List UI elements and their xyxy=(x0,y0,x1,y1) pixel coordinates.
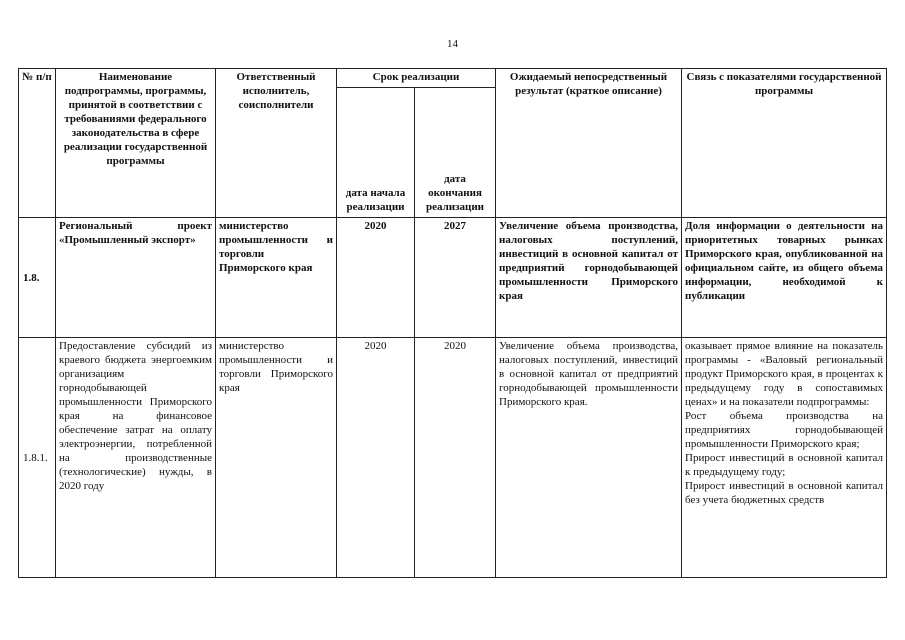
row-name: Региональный проект «Промышленный экспорт» xyxy=(56,218,216,338)
header-num: № п/п xyxy=(19,69,56,218)
row-result: Увеличение объема производства, налоговых поступлений, инвестиций в основной капитал от предприятий горнодобывающей промышленности Приморского края xyxy=(496,218,682,338)
row-link-paragraph: Доля информации о деятельности на приоритетных товарных рынках Приморского края, опубликованной на официальном сайте, из общего объема информации, необходимой к публикации xyxy=(685,220,884,302)
row-end-year: 2020 xyxy=(415,338,496,578)
row-link xyxy=(682,218,887,338)
header-responsible: Ответственный исполнитель, соисполнители xyxy=(216,69,337,218)
header-result: Ожидаемый непосредственный результат (краткое описание) xyxy=(496,69,682,218)
row-responsible: министерство промышленности и торговли Приморского края xyxy=(216,338,337,578)
header-name: Наименование подпрограммы, программы, принятой в соответствии с требованиями федерального законодательства в сфере реализации государственной программы xyxy=(56,69,216,218)
row-link-paragraph: Прирост инвестиций в основной капитал к предыдущему году; xyxy=(685,452,884,478)
row-start-year: 2020 xyxy=(337,338,415,578)
row-number: 1.8.1. xyxy=(19,338,56,578)
header-term: Срок реализации xyxy=(337,69,496,88)
header-end: дата окончания реализации xyxy=(415,88,496,218)
row-link-paragraph: Рост объема производства на предприятиях горнодобывающей промышленности Приморского края; xyxy=(685,410,884,450)
row-number: 1.8. xyxy=(19,218,56,338)
row-link xyxy=(682,338,887,578)
row-start-year: 2020 xyxy=(337,218,415,338)
program-table xyxy=(18,68,887,578)
table-row xyxy=(19,338,887,578)
row-link-paragraph: Прирост инвестиций в основной капитал без учета бюджетных средств xyxy=(685,480,884,506)
row-responsible: министерство промышленности и торговли Приморского края xyxy=(216,218,337,338)
row-name: Предоставление субсидий из краевого бюджета энергоемким организациям горнодобывающей промышленности Приморского края на финансовое обеспечение затрат на оплату электроэнергии, потребленной на производственные (технологические) нужды, в 2020 году xyxy=(56,338,216,578)
page-number: 14 xyxy=(447,38,458,50)
header-link: Связь с показателями государственной программы xyxy=(682,69,887,218)
row-end-year: 2027 xyxy=(415,218,496,338)
row-result: Увеличение объема производства, налоговых поступлений, инвестиций в основной капитал от предприятий горнодобывающей промышленности Приморского края. xyxy=(496,338,682,578)
row-link-paragraph: оказывает прямое влияние на показатель программы - «Валовый региональный продукт Приморского края, в процентах к предыдущему году в сопоставимых ценах» и на показатели подпрограммы: xyxy=(685,340,884,408)
table-row xyxy=(19,218,887,338)
header-row-top xyxy=(19,69,887,88)
header-start: дата начала реализации xyxy=(337,88,415,218)
